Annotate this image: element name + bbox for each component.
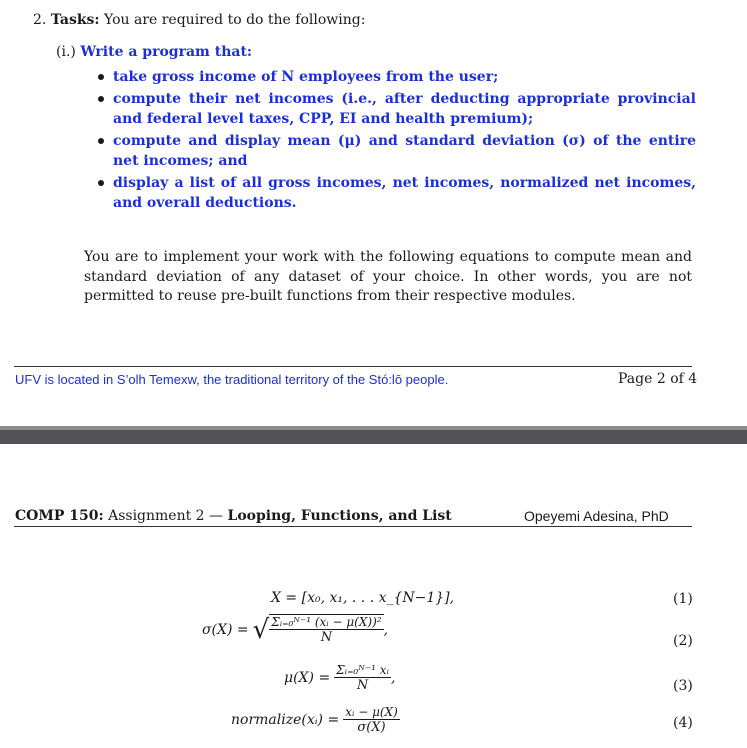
equation-number: (2) — [673, 633, 693, 649]
subtask-heading — [56, 44, 252, 60]
page-gap — [0, 430, 747, 444]
equation-4 — [231, 705, 400, 735]
page-number: Page 2 of 4 — [618, 371, 698, 387]
assignment-topic: Looping, Functions, and List — [227, 508, 452, 524]
fraction-denominator: σ(X) — [357, 720, 386, 735]
fraction-denominator: N — [356, 678, 369, 693]
header-dash: — — [209, 508, 224, 524]
task-bullet-list — [96, 67, 696, 215]
author-name: Opeyemi Adesina, PhD — [524, 508, 669, 524]
fraction-numerator: xᵢ − μ(X) — [345, 705, 398, 719]
equation-lhs: σ(X) = — [202, 621, 249, 638]
equation-number: (3) — [673, 678, 693, 694]
footer-divider — [14, 366, 692, 367]
page-header-title — [15, 508, 452, 524]
task-intro: You are required to do the following: — [104, 12, 366, 28]
equation-1 — [271, 590, 454, 606]
footer-land-acknowledgement: UFV is located in S’olh Temexw, the traditional territory of the Stó:lō people. — [15, 372, 449, 387]
subtask-title: Write a program that: — [80, 44, 253, 60]
assignment-name: Assignment 2 — [108, 508, 205, 524]
equation-number: (4) — [673, 715, 693, 731]
fraction-numerator: Σᵢ₌₀ᴺ⁻¹ (xᵢ − μ(X))² — [271, 615, 382, 629]
equation-number: (1) — [673, 591, 693, 607]
equation-fraction — [343, 705, 400, 735]
task-heading — [33, 12, 365, 28]
equation-lhs: normalize(xᵢ) = — [231, 712, 340, 728]
equation-2: σ(X) = √ $\frac{\text{Σᵢ₌₀ᴺ⁻¹ (xᵢ − μ(X))²}}{N}$ , — [202, 614, 389, 645]
list-item: compute their net incomes (i.e., after deducting appropriate provincial and federal level taxes, CPP, EI and health premium); — [96, 89, 696, 129]
list-item: compute and display mean (μ) and standard deviation (σ) of the entire net incomes; and — [96, 131, 696, 171]
equation-rhs: [x₀, x₁, . . . x_{N−1}], — [301, 590, 455, 606]
sqrt-icon: √ — [252, 614, 270, 645]
equation-lhs: μ(X) = — [284, 670, 331, 686]
fraction-denominator: N — [320, 630, 333, 645]
list-item: display a list of all gross incomes, net incomes, normalized net incomes, and overall deductions. — [96, 173, 696, 213]
task-number: 2. — [33, 12, 47, 28]
instruction-paragraph: You are to implement your work with the following equations to compute mean and standard deviation of any dataset of your choice. In other words, you are not permitted to reuse pre-built functions from their respective modules. — [84, 249, 692, 304]
task-label: Tasks: — [50, 12, 100, 28]
subtask-number: (i.) — [56, 44, 76, 60]
header-divider — [14, 526, 692, 527]
equation-lhs: X = — [271, 590, 298, 606]
equation-fraction — [334, 663, 391, 693]
equation-fraction — [269, 614, 383, 645]
list-item: take gross income of N employees from the user; — [96, 67, 696, 87]
fraction-numerator: Σᵢ₌₀ᴺ⁻¹ xᵢ — [336, 663, 389, 677]
equation-3: μ(X) = $\frac{\text{Σᵢ₌₀ᴺ⁻¹ xᵢ}}{N}$ , — [284, 663, 396, 693]
course-code: COMP 150: — [15, 508, 104, 524]
